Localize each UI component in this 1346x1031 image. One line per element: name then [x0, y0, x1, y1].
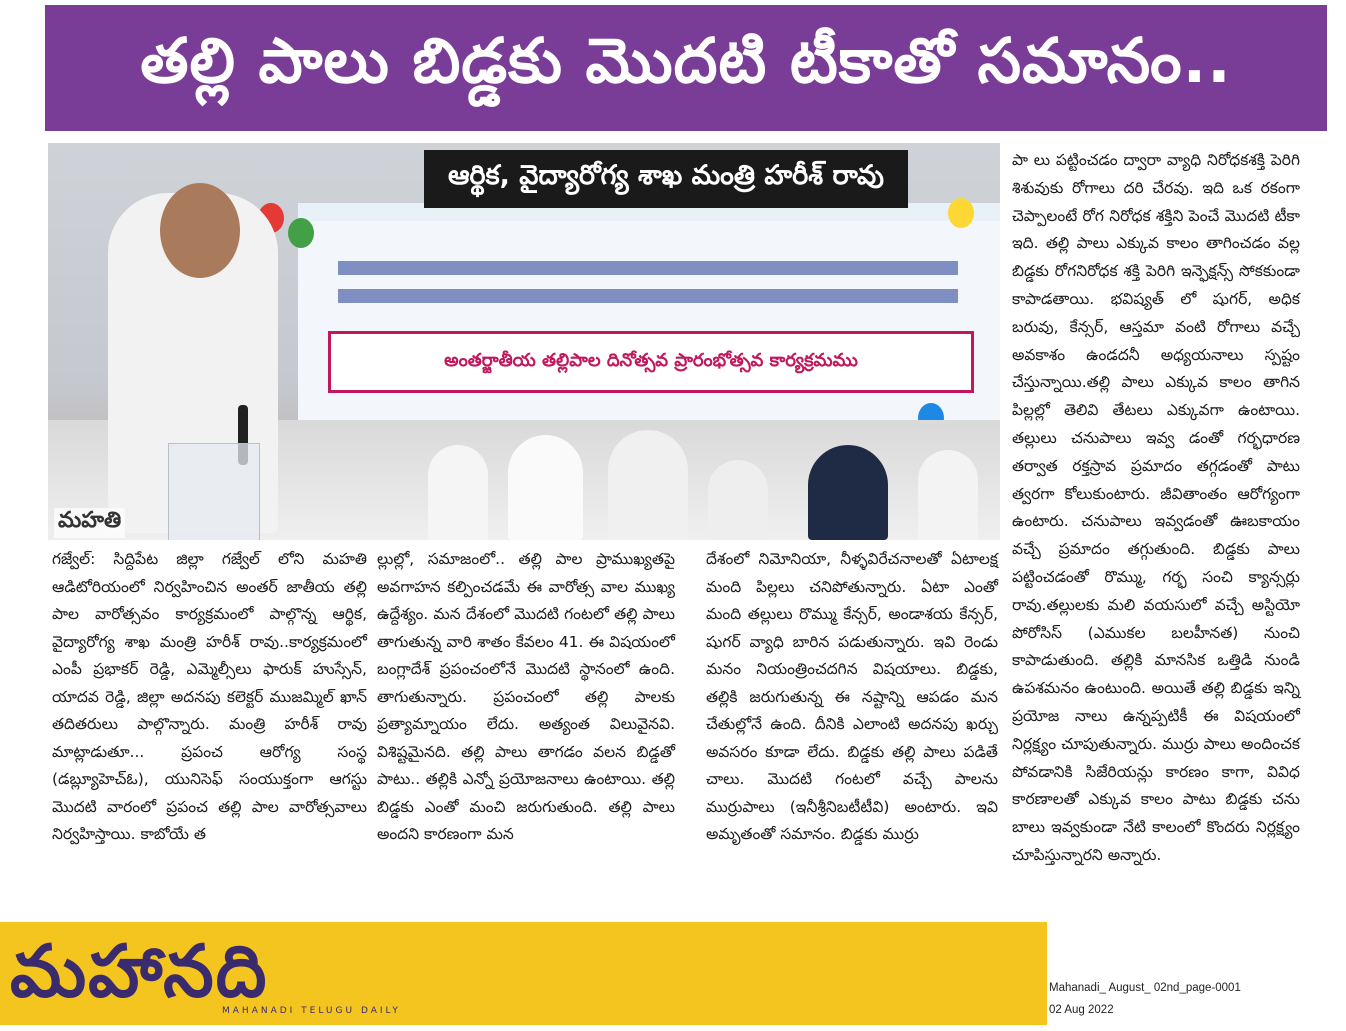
column-text: ల్లుల్లో, సమాజంలో.. తల్లి పాల ప్రాముఖ్యతపై అవగాహన కల్పించడమే ఈ వారోత్స వాల ముఖ్య ఉద్దేశ్యం. మన దేశంలో మొదటి గంటలో తల్లి పాలు తాగుతున్న వారి శాతం కేవలం 41. ఈ విషయంలో బంగ్లాదేశ్ ప్రపంచంలోనే మొదటి స్థానంలో ఉంది. తాగుతున్నారు. ప్రపంచంలో తల్లి పాలకు ప్రత్యామ్నాయం లేదు. అత్యంత విలువైనవి. విశిష్టమైనది. తల్లి పాలు తాగడం వలన బిడ్డతో పాటు.. తల్లికి ఎన్నో ప్రయోజనాలు ఉంటాయి. తల్లి బిడ్డకు ఎంతో మంచి జరుగుతుంది. తల్లి పాలు అందని కారణంగా మన: [377, 550, 675, 843]
article-column-1: [52, 546, 367, 849]
speaker-head: [160, 183, 240, 278]
banner-text-line: [338, 261, 958, 275]
photo-watermark: మహతి: [54, 508, 125, 538]
newspaper-logo: మహానది: [10, 928, 269, 1013]
event-banner: [298, 203, 1000, 441]
balloon: [948, 198, 974, 228]
headline: తల్లి పాలు బిడ్డకు మొదటి టీకాతో సమానం..: [45, 5, 1327, 131]
person: [708, 460, 768, 540]
column-text: పా లు పట్టించడం ద్వారా వ్యాధి నిరోధకశక్తి పెరిగి శిశువుకు రోగాలు దరి చేరవు. ఇది ఒక రకంగా చెప్పాలంటే రోగ నిరోధక శక్తిని పెంచే మొదటి టీకా ఇది. తల్లి పాలు ఎక్కువ కాలం తాగించడం వల్ల బిడ్డకు రోగనిరోధక శక్తి పెరిగి ఇన్ఫెక్షన్స్ సోకకుండా కాపాడతాయి. భవిష్యత్ లో షుగర్, అధిక బరువు, కేన్సర్, ఆస్తమా వంటి రోగాలు వచ్చే అవకాశం ఉండదనీ అధ్యయనాలు స్పష్టం చేస్తున్నాయి.తల్లి పాలు ఎక్కువ కాలం తాగిన పిల్లల్లో తెలివి తేటలు ఎక్కువగా ఉంటాయి. తల్లులు చనుపాలు ఇవ్వ డంతో గర్భధారణ తర్వాత రక్తస్రావ ప్రమాదం తగ్గడంతో పాటు త్వరగా కోలుకుంటారు. జీవితాంతం ఆరోగ్యంగా ఉంటారు. చనుపాలు ఇవ్వడంతో ఊబకాయం వచ్చే ప్రమాదం తగ్గుతుంది. బిడ్డకు పాలు పట్టించడంతో రొమ్ము, గర్భ సంచి క్యాన్సర్లు రావు.తల్లులకు మలి వయసులో వచ్చే అస్టియో పోరోసిస్ (ఎముకల బలహీనత) నుంచి కాపాడుతుంది. తల్లికి మానసిక ఒత్తిడి నుండి ఉపశమనం ఉంటుంది. అయితే తల్లి బిడ్డకు ఇన్ని ప్రయోజ నాలు ఉన్నప్పటికీ ఈ విషయంలో నిర్లక్ష్యం చూపుతున్నారు. ముర్రు పాలు అందించక పోవడానికి సిజేరియన్లు కారణం కాగా, వివిధ కారణాలతో ఎక్కువ కాలం పాటు బిడ్డకు చను బాలు ఇవ్వకుండా నేటి కాలంలో కొందరు నిర్లక్ష్యం చూపిస్తున్నారని అన్నారు.: [1012, 151, 1300, 864]
publication-date: 02 Aug 2022: [1049, 1004, 1114, 1016]
newspaper-tagline: MAHANADI TELUGU DAILY: [222, 1006, 401, 1016]
person: [508, 435, 583, 540]
person: [428, 445, 488, 540]
person: [608, 430, 688, 540]
podium: [168, 443, 260, 540]
balloon: [288, 218, 314, 248]
person: [918, 450, 978, 540]
column-text: దేశంలో నిమోనియా, నీళ్ళవిరేచనాలతో ఏటాలక్ష మంది పిల్లలు చనిపోతున్నారు. ఏటా ఎంతో మంది తల్లులు రొమ్ము కేన్సర్, అండాశయ కేన్సర్, షుగర్ వ్యాధి బారిన పడుతున్నారు. ఇవి రెండు మనం నియంత్రించదగిన విషయాలు. బిడ్డకు, తల్లికి జరుగుతున్న ఈ నష్టాన్ని ఆపడం మన చేతుల్లోనే ఉంది. దీనికి ఎలాంటి అదనపు ఖర్చు అవసరం కూడా లేదు. బిడ్డకు తల్లి పాలు పడితే చాలు. మొదటి గంటలో వచ్చే పాలను ముర్రుపాలు (ఇనీశ్రీనిబటీటీవి) అంటారు. ఇవి అమృతంతో సమానం. బిడ్డకు ముర్రు: [706, 550, 998, 843]
article-column-2: [377, 546, 675, 849]
article-column-3: [706, 546, 998, 849]
person: [808, 445, 888, 540]
footer-masthead: [0, 922, 1047, 1025]
banner-text-line: [338, 289, 958, 303]
banner-title: అంతర్జాతీయ తల్లిపాల దినోత్సవ ప్రారంభోత్సవ కార్యక్రమము: [328, 331, 974, 393]
article-column-4: [1012, 147, 1300, 870]
file-name: Mahanadi_ August_ 02nd_page-0001: [1049, 982, 1241, 994]
photo-caption: ఆర్థిక, వైద్యారోగ్య శాఖ మంత్రి హరీశ్ రావు: [424, 150, 908, 208]
column-text: గజ్వేల్: సిద్దిపేట జిల్లా గజ్వేల్ లోని మహతి ఆడిటోరియంలో నిర్వహించిన అంతర్ జాతీయ తల్లి పాల వారోత్సవం కార్యక్రమంలో పాల్గొన్న ఆర్థిక, వైద్యారోగ్య శాఖ మంత్రి హరీశ్ రావు..కార్యక్రమంలో ఎంపీ ప్రభాకర్ రెడ్డి, ఎమ్మెల్సీలు ఫారుక్ హుస్సేన్, యాదవ రెడ్డి, జిల్లా అదనపు కలెక్టర్ ముజమ్మిల్ ఖాన్ తదితరులు పాల్గొన్నారు. మంత్రి హరీశ్ రావు మాట్లాడుతూ... ప్రపంచ ఆరోగ్య సంస్థ (డబ్ల్యూహెచ్ఓ), యునిసెఫ్ సంయుక్తంగా ఆగస్టు మొదటి వారంలో ప్రపంచ తల్లి పాల వారోత్సవాలు నిర్వహిస్తాయి. కాబోయే త: [52, 550, 367, 843]
